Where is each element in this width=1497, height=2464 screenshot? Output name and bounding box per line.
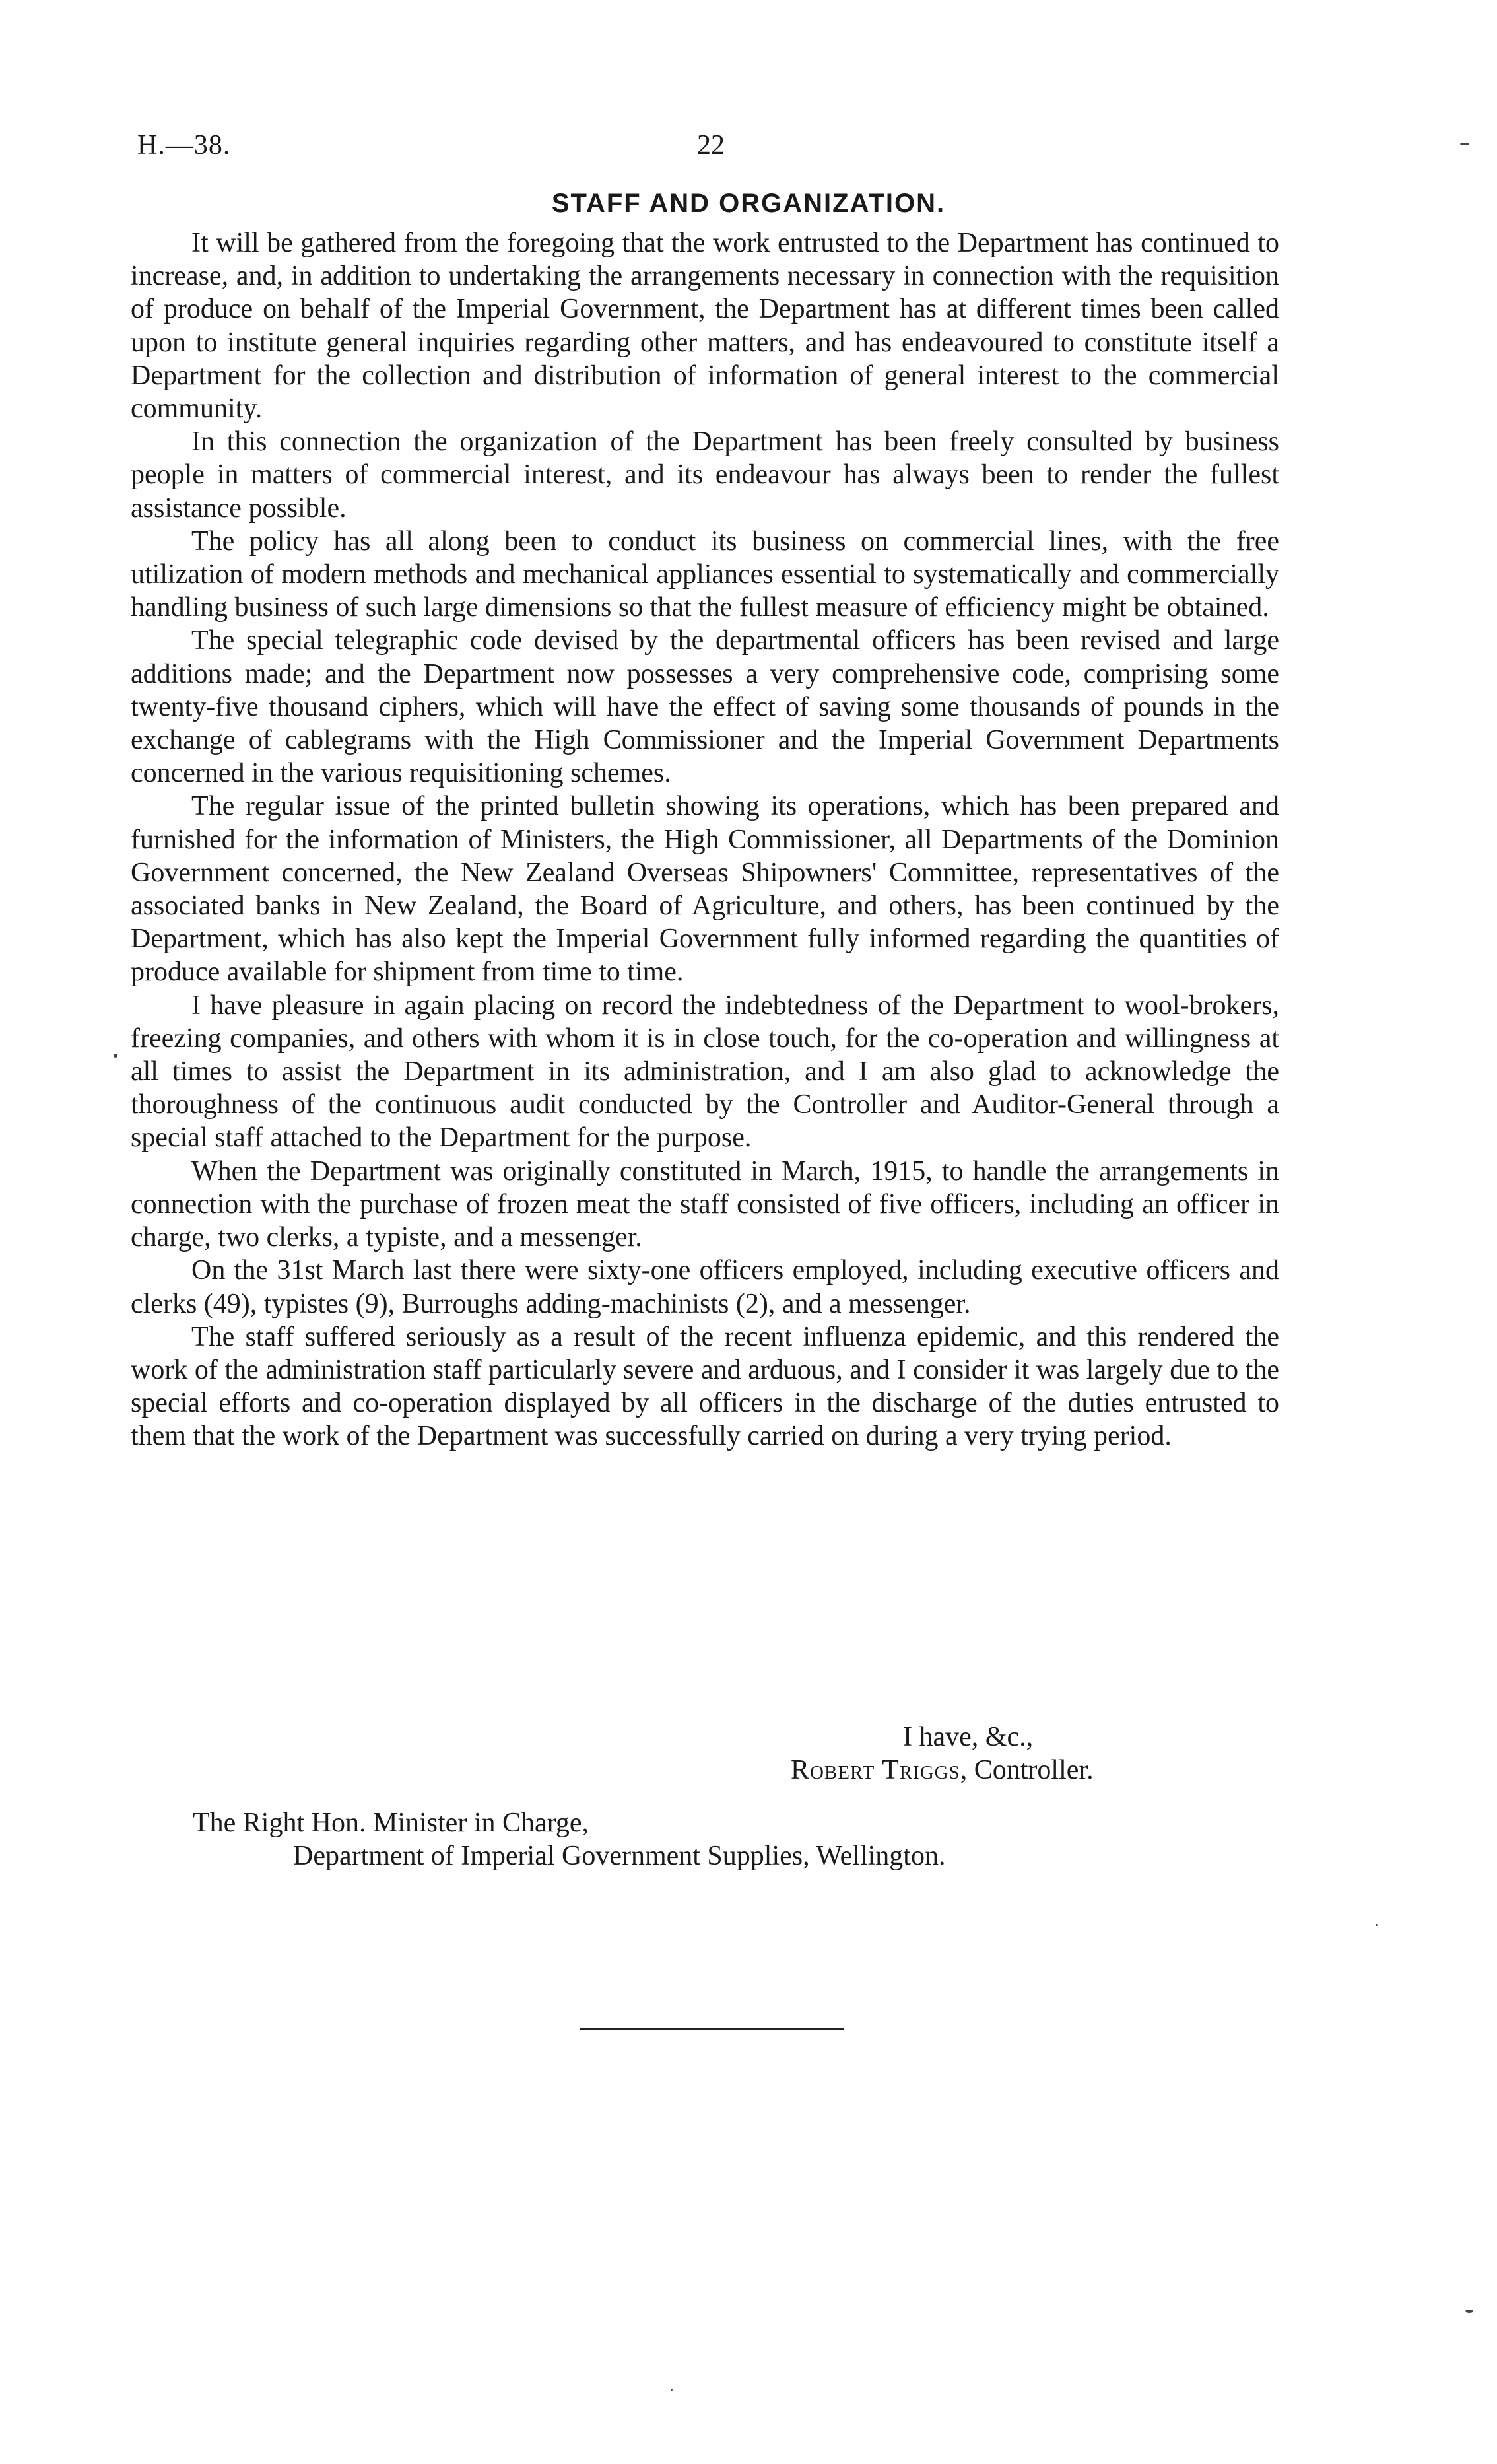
addressee-line-1: The Right Hon. Minister in Charge, [193, 1808, 589, 1838]
signature-line [791, 1754, 1094, 1787]
signatory-name: Robert Triggs [791, 1755, 960, 1785]
scan-speck [114, 1054, 117, 1058]
paragraph-6: I have pleasure in again placing on record the indebtedness of the Department to wool-brokers, freezing companies, and others with whom it is in close touch, for the co-operation and willingness at all times to assist the Department in its administration, and I am also glad to acknowledge the thoroughness of the continuous audit conducted by the Controller and Auditor-General through a special staff attached to the Department for the purpose. [131, 990, 1279, 1153]
body-text [131, 226, 1279, 1453]
paragraph-4: The special telegraphic code devised by the departmental officers has been revised and large additions made; and the Department now possesses a very comprehensive code, comprising some twenty-five thousand ciphers, which will have the effect of saving some thousands of pounds in the exchange of cablegrams with the High Commissioner and the Imperial Government Departments concerned in the various requisitioning schemes. [131, 625, 1279, 789]
section-title: STAFF AND ORGANIZATION. [551, 189, 946, 218]
paragraph-3: The policy has all along been to conduct its business on commercial lines, with the free utilization of modern methods and mechanical appliances essential to systematically and commercially handling business of such large dimensions so that the fullest measure of efficiency might be obtained. [131, 526, 1279, 623]
scan-speck [1465, 2310, 1473, 2313]
closing-rule [580, 2028, 844, 2030]
closing: I have, &c., [903, 1722, 1034, 1752]
scan-speck [1460, 143, 1469, 145]
paragraph-8: On the 31st March last there were sixty-one officers employed, including executive officers and clerks (49), typistes (9), Burroughs adding-machinists (2), and a messenger. [131, 1255, 1279, 1319]
paragraph-9: The staff suffered seriously as a result of the recent influenza epidemic, and this rendered the work of the administration staff particularly severe and arduous, and I consider it was largely due to the special efforts and co-operation displayed by all officers in the discharge of the duties entrusted to them that the work of the Department was successfully carried on during a very trying period. [131, 1321, 1279, 1452]
page-number: 22 [697, 130, 725, 160]
addressee [193, 1806, 945, 1872]
scan-speck [671, 2389, 673, 2391]
document-reference: H.—38. [137, 130, 231, 160]
scan-speck [1376, 1924, 1378, 1926]
paragraph-1: It will be gathered from the foregoing that the work entrusted to the Department has continued to increase, and, in addition to undertaking the arrangements necessary in connection with the requisition of produce on behalf of the Imperial Government, the Department has at different times been called upon to institute general inquiries regarding other matters, and has endeavoured to constitute itself a Department for the collection and distribution of information of general interest to the commercial community. [131, 228, 1279, 425]
paragraph-2: In this connection the organization of the Department has been freely consulted by business people in matters of commercial interest, and its endeavour has always been to render the fullest assistance possible. [131, 427, 1279, 524]
signoff [791, 1721, 1094, 1787]
signatory-title: , Controller. [960, 1755, 1094, 1785]
paragraph-5: The regular issue of the printed bulletin showing its operations, which has been prepared and furnished for the information of Ministers, the High Commissioner, all Departments of the Dominion Government concerned, the New Zealand Overseas Shipowners' Committee, representatives of the associated banks in New Zealand, the Board of Agriculture, and others, has been continued by the Department, which has also kept the Imperial Government fully informed regarding the quantities of produce available for shipment from time to time. [131, 791, 1279, 988]
paragraph-7: When the Department was originally constituted in March, 1915, to handle the arrangements in connection with the purchase of frozen meat the staff consisted of five officers, including an officer in charge, two clerks, a typiste, and a messenger. [131, 1155, 1279, 1253]
addressee-line-2: Department of Imperial Government Supplies, Wellington. [293, 1841, 946, 1871]
